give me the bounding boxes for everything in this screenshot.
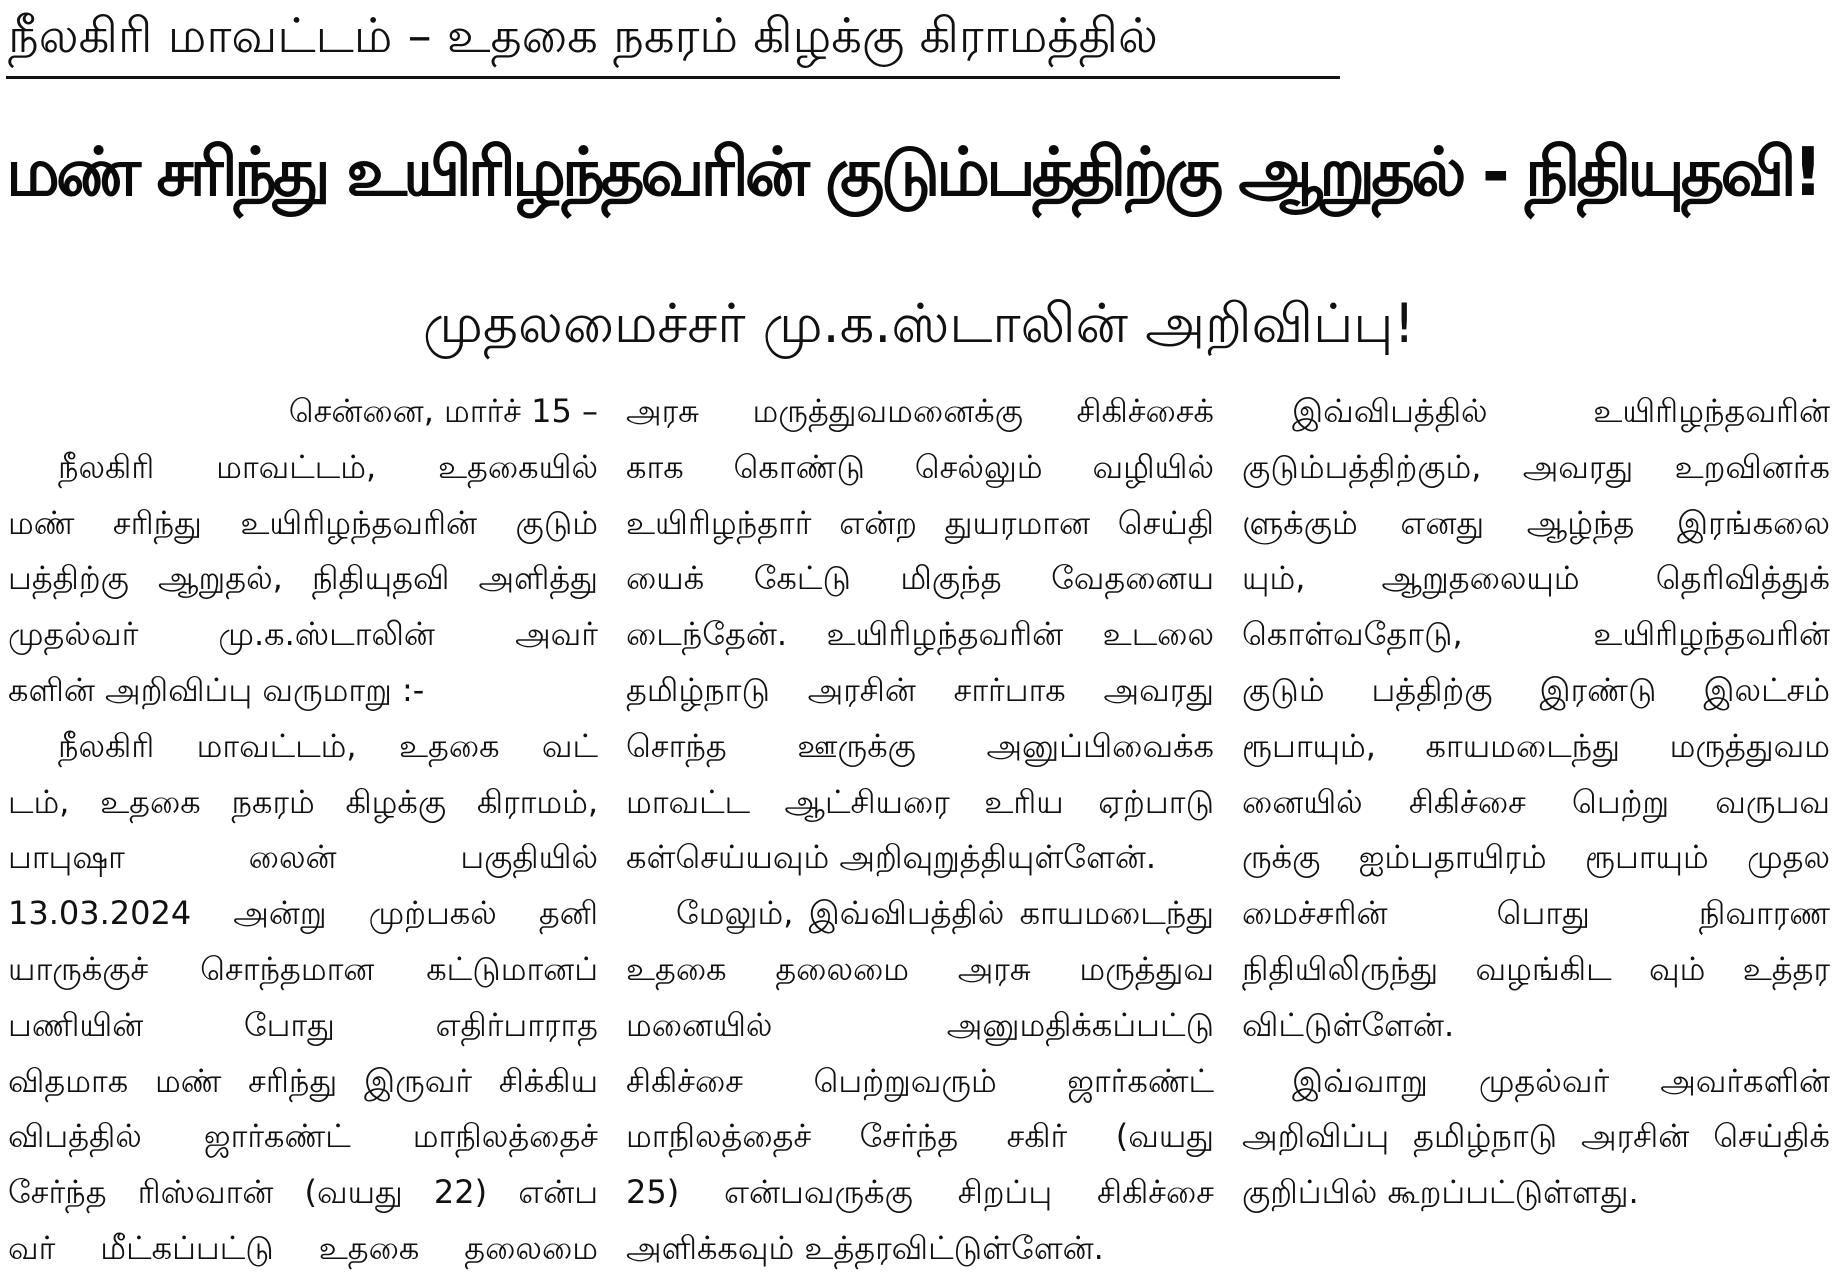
body-line: மண் சரிந்து உயிரிழந்தவரின் குடும்: [8, 503, 598, 542]
article-column-2: [626, 384, 1214, 1267]
body-line: அரசு மருத்துவமனைக்கு சிகிச்சைக்: [626, 392, 1214, 430]
body-line: அளிக்கவும் உத்தரவிட்டுள்ளேன்.: [626, 1228, 1104, 1267]
body-line: இவ்விபத்தில் உயிரிழந்தவரின்: [1292, 392, 1830, 430]
article-column-3: [1242, 384, 1830, 1214]
body-line: 13.03.2024 அன்று முற்பகல் தனி: [8, 894, 598, 933]
body-line: சொந்த ஊருக்கு அனுப்பிவைக்க: [626, 726, 1214, 765]
body-line: ளுக்கும் எனது ஆழ்ந்த இரங்கலை: [1242, 503, 1830, 542]
body-line: குடும் பத்திற்கு இரண்டு இலட்சம்: [1242, 670, 1830, 709]
subheadline: முதலமைச்சர் மு.க.ஸ்டாலின் அறிவிப்பு!: [422, 292, 1416, 355]
article-column-1: [8, 384, 598, 1267]
body-line: மாநிலத்தைச் சேர்ந்த சகிர் (வயது: [626, 1117, 1214, 1156]
body-line: நீலகிரி மாவட்டம், உதகை வட்: [58, 726, 598, 765]
body-line: அறிவிப்பு தமிழ்நாடு அரசின் செய்திக்: [1242, 1117, 1830, 1156]
body-line: சேர்ந்த ரிஸ்வான் (வயது 22) என்ப: [8, 1173, 598, 1212]
body-line: கள்செய்யவும் அறிவுறுத்தியுள்ளேன்.: [626, 838, 1157, 877]
body-line: 25) என்பவருக்கு சிறப்பு சிகிச்சை: [626, 1173, 1214, 1212]
body-line: நீலகிரி மாவட்டம், உதகையில்: [58, 447, 598, 486]
kicker-title: நீலகிரி மாவட்டம் – உதகை நகரம் கிழக்கு கிராமத்தில்: [8, 8, 1158, 64]
body-line: இவ்வாறு முதல்வர் அவர்களின்: [1292, 1061, 1830, 1100]
body-line: நிதியிலிருந்து வழங்கிட வும் உத்தர: [1242, 949, 1830, 988]
kicker-underline: [6, 76, 1340, 79]
body-line: வர் மீட்கப்பட்டு உதகை தலைமை: [8, 1228, 598, 1267]
body-line: குறிப்பில் கூறப்பட்டுள்ளது.: [1242, 1173, 1639, 1212]
body-line: முதல்வர் மு.க.ஸ்டாலின் அவர்: [8, 615, 598, 654]
body-line: மேலும், இவ்விபத்தில் காயமடைந்து: [676, 894, 1214, 933]
body-line: டைந்தேன். உயிரிழந்தவரின் உடலை: [626, 615, 1214, 654]
body-line: டம், உதகை நகரம் கிழக்கு கிராமம்,: [8, 782, 598, 821]
body-line: ரூபாயும், காயமடைந்து மருத்துவம: [1242, 726, 1830, 765]
body-line: சிகிச்சை பெற்றுவரும் ஜார்கண்ட்: [626, 1061, 1214, 1100]
body-line: விபத்தில் ஜார்கண்ட் மாநிலத்தைச்: [8, 1117, 598, 1156]
body-line: பணியின் போது எதிர்பாராத: [8, 1005, 598, 1044]
body-line: உயிரிழந்தார் என்ற துயரமான செய்தி: [626, 503, 1214, 542]
body-line: மாவட்ட ஆட்சியரை உரிய ஏற்பாடு: [626, 782, 1214, 821]
body-line: கொள்வதோடு, உயிரிழந்தவரின்: [1242, 615, 1830, 654]
body-line: யைக் கேட்டு மிகுந்த வேதனைய: [626, 559, 1214, 598]
body-line: யும், ஆறுதலையும் தெரிவித்துக்: [1242, 559, 1830, 598]
body-line: யாருக்குச் சொந்தமான கட்டுமானப்: [8, 949, 598, 988]
body-line: மைச்சரின் பொது நிவாரண: [1242, 894, 1830, 933]
body-line: களின் அறிவிப்பு வருமாறு :-: [8, 670, 425, 709]
body-line: னையில் சிகிச்சை பெற்று வருபவ: [1242, 782, 1830, 821]
body-line: விதமாக மண் சரிந்து இருவர் சிக்கிய: [8, 1061, 598, 1100]
body-line: குடும்பத்திற்கும், அவரது உறவினர்க: [1242, 447, 1830, 486]
body-line: விட்டுள்ளேன்.: [1242, 1005, 1455, 1044]
body-line: உதகை தலைமை அரசு மருத்துவ: [626, 949, 1214, 988]
body-line: பாபுஷா லைன் பகுதியில்: [8, 838, 598, 877]
headline: மண் சரிந்து உயிரிழந்தவரின் குடும்பத்திற்கு ஆறுதல் - நிதியுதவி!: [6, 133, 1820, 211]
body-line: மனையில் அனுமதிக்கப்பட்டு: [626, 1005, 1214, 1044]
body-line: ருக்கு ஐம்பதாயிரம் ரூபாயும் முதல: [1242, 838, 1830, 877]
dateline: சென்னை, மார்ச் 15 –: [288, 392, 598, 430]
body-line: காக கொண்டு செல்லும் வழியில்: [626, 447, 1214, 486]
body-line: தமிழ்நாடு அரசின் சார்பாக அவரது: [626, 670, 1214, 709]
body-line: பத்திற்கு ஆறுதல், நிதியுதவி அளித்து: [8, 559, 598, 598]
